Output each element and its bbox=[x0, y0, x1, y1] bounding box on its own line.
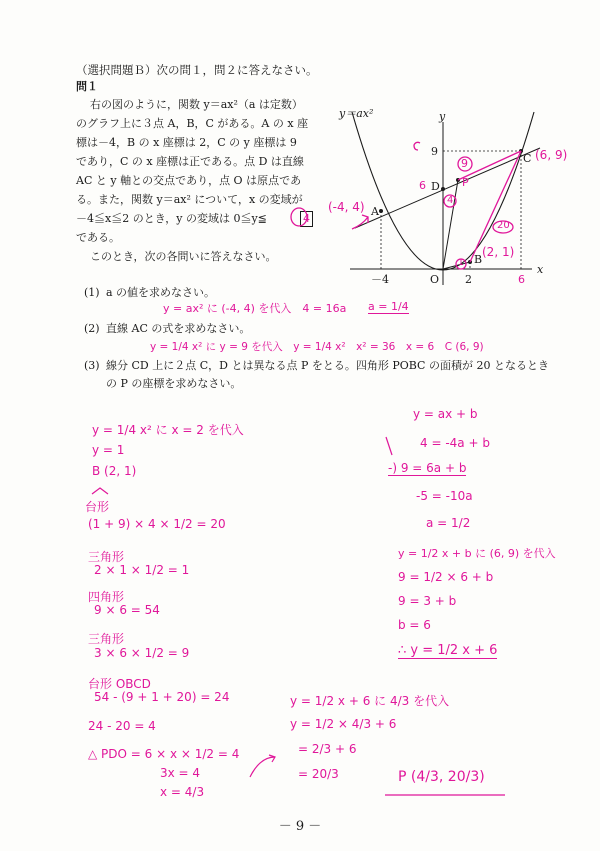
hw-step: 9 = 3 + b bbox=[398, 594, 457, 608]
point-p-label: P bbox=[462, 176, 469, 189]
question-heading: 問１ bbox=[76, 80, 98, 93]
hw-step: ∴ y = 1/2 x + 6 bbox=[398, 643, 498, 658]
problem-line: のグラフ上に３点 A，B，C がある。A の x 座 bbox=[76, 117, 309, 130]
hw-d-six: 6 bbox=[419, 179, 426, 192]
q1-text: a の値を求めなさい。 bbox=[106, 286, 216, 299]
hw-step: a = 1/2 bbox=[426, 516, 471, 530]
y-axis-label: y bbox=[439, 110, 446, 123]
hw-step: 台形 OBCD bbox=[88, 677, 151, 691]
problem-line: AC と y 軸との交点であり，点 O は原点であ bbox=[76, 174, 302, 187]
q3-line2: の P の座標を求めなさい。 bbox=[106, 377, 242, 390]
followup-text: このとき，次の各問いに答えなさい。 bbox=[90, 250, 277, 263]
problem-line: であり，C の x 座標は正である。点 D は直線 bbox=[76, 155, 304, 168]
x-axis-label: x bbox=[537, 263, 544, 276]
q1-number: (1) bbox=[84, 286, 100, 299]
tick-neg4: －4 bbox=[371, 273, 389, 286]
hw-b-coords: (2, 1) bbox=[482, 245, 515, 259]
hw-q1-work: y = ax² に (-4, 4) を代入 4 = 16a bbox=[163, 302, 358, 315]
hw-step: 四角形 bbox=[88, 590, 125, 604]
hw-step: B (2, 1) bbox=[92, 464, 137, 478]
hw-step: y = 1 bbox=[92, 443, 125, 457]
hw-step: -5 = -10a bbox=[416, 489, 473, 503]
answer-box: 4 bbox=[300, 211, 313, 227]
hw-a-coords: (-4, 4) bbox=[328, 200, 365, 214]
q3-line1: 線分 CD 上に２点 C，D とは異なる点 P をとる。四角形 POBC の面積が 20 となるとき bbox=[106, 359, 549, 372]
tick-2: 2 bbox=[465, 273, 472, 286]
problem-line: 標は－4，B の x 座標は 2，C の y 座標は 9 bbox=[76, 136, 297, 149]
hw-step: y = 1/2 × 4/3 + 6 bbox=[290, 717, 397, 731]
problem-line: である。 bbox=[76, 231, 120, 244]
hw-step: 9 = 1/2 × 6 + b bbox=[398, 570, 494, 584]
tick-9: 9 bbox=[431, 145, 438, 158]
hw-step: 24 - 20 = 4 bbox=[88, 719, 156, 733]
hw-step: 4 = -4a + b bbox=[420, 436, 490, 450]
hw-final-answer: P (4/3, 20/3) bbox=[398, 769, 485, 785]
hw-step: = 20/3 bbox=[298, 767, 339, 781]
hw-step: (1 + 9) × 4 × 1/2 = 20 bbox=[88, 517, 226, 531]
problem-line: 右の図のように，関数 y＝ax²（a は定数） bbox=[90, 98, 303, 111]
hw-step: x = 4/3 bbox=[160, 785, 205, 799]
hw-step: y = 1/2 x + 6 に 4/3 を代入 bbox=[290, 694, 450, 708]
hw-step: 54 - (9 + 1 + 20) = 24 bbox=[94, 690, 230, 704]
hw-step: 台形 bbox=[85, 500, 110, 514]
hw-step: = 2/3 + 6 bbox=[298, 742, 357, 756]
origin-label: O bbox=[430, 273, 440, 286]
page-number: － 9 － bbox=[278, 819, 322, 834]
problem-line: －4≦x≦2 のとき，y の変域は 0≦y≦ bbox=[76, 212, 267, 225]
hw-step: 3x = 4 bbox=[160, 766, 201, 780]
point-b-label: B bbox=[474, 253, 483, 266]
hw-step: b = 6 bbox=[398, 618, 431, 632]
hw-step: 2 × 1 × 1/2 = 1 bbox=[94, 563, 190, 577]
point-c-label: C bbox=[523, 152, 532, 165]
problem-line: る。また，関数 y＝ax² について，x の変域が bbox=[76, 193, 303, 206]
hw-step: y = 1/4 x² に x = 2 を代入 bbox=[92, 423, 244, 437]
hw-q2-work: y = 1/4 x² に y = 9 を代入 y = 1/4 x² x² = 36 x = 6 C (6, 9) bbox=[150, 341, 484, 353]
q2-number: (2) bbox=[84, 322, 100, 335]
hw-one: 1 bbox=[458, 258, 464, 268]
hw-step: 9 × 6 = 54 bbox=[94, 603, 160, 617]
hw-step: y = 1/2 x + b に (6, 9) を代入 bbox=[398, 547, 556, 560]
hw-step: 三角形 bbox=[88, 632, 125, 646]
point-a-label: A bbox=[371, 205, 379, 218]
q2-text: 直線 AC の式を求めなさい。 bbox=[106, 322, 251, 335]
hw-step: △ PDO = 6 × x × 1/2 = 4 bbox=[88, 747, 240, 761]
point-d-label: D bbox=[431, 180, 440, 193]
hw-four: 4 bbox=[447, 195, 454, 206]
hw-step: 三角形 bbox=[88, 550, 125, 564]
curve-label: y＝ax² bbox=[339, 107, 374, 120]
hw-c-coords: (6, 9) bbox=[535, 148, 568, 162]
q3-number: (3) bbox=[84, 359, 100, 372]
hw-twenty: 20 bbox=[497, 220, 510, 231]
hw-q1-answer: a = 1/4 bbox=[368, 300, 409, 313]
hw-nine: 9 bbox=[461, 157, 468, 170]
hw-step: y = ax + b bbox=[413, 407, 478, 421]
hw-step: -) 9 = 6a + b bbox=[388, 461, 467, 475]
hw-step: 3 × 6 × 1/2 = 9 bbox=[94, 646, 190, 660]
section-heading: （選択問題Ｂ）次の問１，問２に答えなさい。 bbox=[76, 63, 318, 77]
hw-x-six: 6 bbox=[518, 273, 525, 286]
